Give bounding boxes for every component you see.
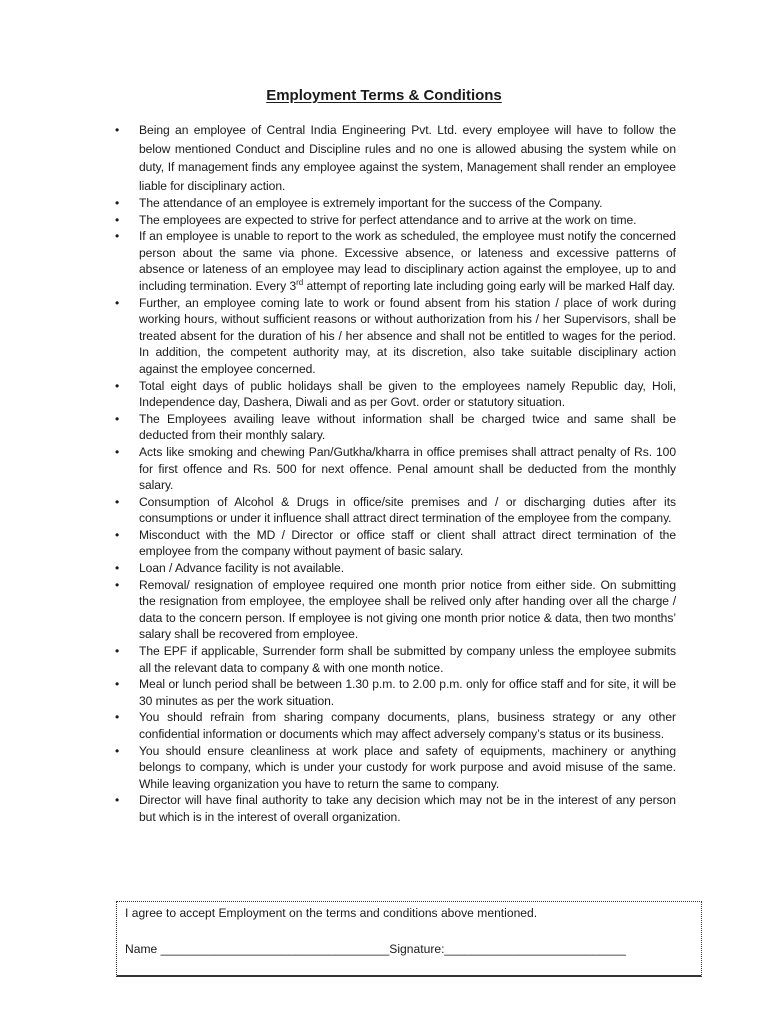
term-item bbox=[110, 378, 676, 411]
term-text: Misconduct with the MD / Director or office staff or client shall attract direct termination of the employee from the company without payment of basic salary. bbox=[139, 527, 676, 559]
bullet-icon: • bbox=[115, 527, 120, 542]
document-title: Employment Terms & Conditions bbox=[266, 87, 502, 104]
bullet-icon: • bbox=[115, 378, 120, 393]
term-item bbox=[110, 743, 676, 793]
bullet-icon: • bbox=[115, 743, 120, 758]
bullet-icon: • bbox=[115, 295, 120, 310]
term-text-part: attempt of reporting late including going early will be marked Half day. bbox=[303, 278, 676, 293]
term-text bbox=[139, 229, 676, 293]
bullet-icon: • bbox=[115, 196, 120, 210]
bullet-icon: • bbox=[115, 212, 120, 227]
term-text-part: If an employee is unable to report to the work as scheduled, the employee must notify the concerned person about the same via phone. Excessive absence, or lateness and excessive patterns of absence or lateness of an employee may lead to disciplinary action against the employee, up to and including termination. Every 3 bbox=[139, 229, 676, 293]
bullet-icon: • bbox=[115, 677, 120, 692]
term-text: Removal/ resignation of employee required one month prior notice from either side. On submitting the resignation from employee, the employee shall be relived only after handing over all the charge / data to the concern person. If employee is not giving one month prior notice & data, then two months’ salary shall be recovered from employee. bbox=[139, 577, 676, 642]
bullet-icon: • bbox=[115, 411, 120, 426]
bullet-icon: • bbox=[115, 793, 120, 808]
term-text: Acts like smoking and chewing Pan/Gutkha/kharra in office premises shall attract penalty of Rs. 100 for first offence and Rs. 500 for next offence. Penal amount shall be deducted from the monthly salary. bbox=[139, 444, 676, 493]
term-item bbox=[110, 560, 676, 577]
term-text: The Employees availing leave without information shall be charged twice and same shall be deducted from their monthly salary. bbox=[139, 411, 676, 443]
agreement-box bbox=[116, 901, 702, 977]
term-text: Consumption of Alcohol & Drugs in office/site premises and / or discharging duties after its consumptions or under it influence shall attract direct termination of the employee from the company. bbox=[139, 494, 676, 526]
term-text: The employees are expected to strive for perfect attendance and to arrive at the work on time. bbox=[139, 212, 637, 227]
term-item bbox=[110, 792, 676, 825]
bullet-icon: • bbox=[115, 444, 120, 459]
term-text: Meal or lunch period shall be between 1.30 p.m. to 2.00 p.m. only for office staff and for site, it will be 30 minutes as per the work situation. bbox=[139, 677, 676, 708]
term-text: You should ensure cleanliness at work place and safety of equipments, machinery or anything belongs to company, which is under your custody for work purpose and avoid misuse of the same. While leaving organization you have to return the same to company. bbox=[139, 743, 676, 791]
bullet-icon: • bbox=[115, 561, 120, 576]
bullet-icon: • bbox=[115, 577, 120, 592]
term-text: The attendance of an employee is extremely important for the success of the Company. bbox=[139, 196, 603, 210]
bullet-icon: • bbox=[115, 710, 120, 725]
term-item bbox=[110, 676, 676, 709]
term-text: Loan / Advance facility is not available. bbox=[139, 561, 345, 576]
bullet-icon: • bbox=[115, 494, 120, 509]
term-item bbox=[110, 709, 676, 742]
bullet-icon: • bbox=[115, 644, 120, 659]
ordinal-superscript: rd bbox=[296, 277, 304, 287]
term-text: Being an employee of Central India Engineering Pvt. Ltd. every employee will have to follow the below mentioned Conduct and Discipline rules and no one is allowed abusing the system while on duty, If management finds any employee against the system, Management shall render an employee liable for disciplinary action. bbox=[139, 123, 676, 193]
terms-list bbox=[110, 121, 676, 826]
term-item bbox=[110, 494, 676, 527]
term-text: Total eight days of public holidays shall be given to the employees namely Republic day, Holi, Independence day, Dashera, Diwali and as per Govt. order or statutory situation. bbox=[139, 378, 676, 410]
term-text: You should refrain from sharing company documents, plans, business strategy or any other confidential information or documents which may affect adversely company’s status or its business. bbox=[139, 710, 676, 741]
term-text: Director will have final authority to take any decision which may not be in the interest of any person but which is in the interest of overall organization. bbox=[139, 793, 676, 824]
term-item bbox=[110, 527, 676, 560]
term-item bbox=[110, 228, 676, 294]
bullet-icon: • bbox=[115, 229, 120, 244]
term-item bbox=[110, 643, 676, 676]
term-item bbox=[110, 577, 676, 643]
name-signature-line: Name __________________________________Signature:___________________________ bbox=[125, 942, 627, 956]
term-item bbox=[110, 411, 676, 444]
bullet-icon: • bbox=[115, 123, 120, 137]
term-text: Further, an employee coming late to work or found absent from his station / place of work during working hours, without sufficient reasons or without authorization from his / her Supervisors, shall be treated absent for the duration of his / her absence and shall not be entitled to wages for the period. In addition, the competent authority may, at its discretion, also take suitable disciplinary action against the employee concerned. bbox=[139, 295, 676, 376]
term-text: The EPF if applicable, Surrender form shall be submitted by company unless the employee submits all the relevant data to company & with one month notice. bbox=[139, 644, 676, 675]
term-item bbox=[110, 444, 676, 494]
term-item bbox=[110, 195, 676, 212]
term-item bbox=[110, 212, 676, 229]
agreement-statement: I agree to accept Employment on the terms and conditions above mentioned. bbox=[125, 906, 538, 920]
term-item bbox=[110, 295, 676, 378]
term-item bbox=[110, 121, 676, 195]
